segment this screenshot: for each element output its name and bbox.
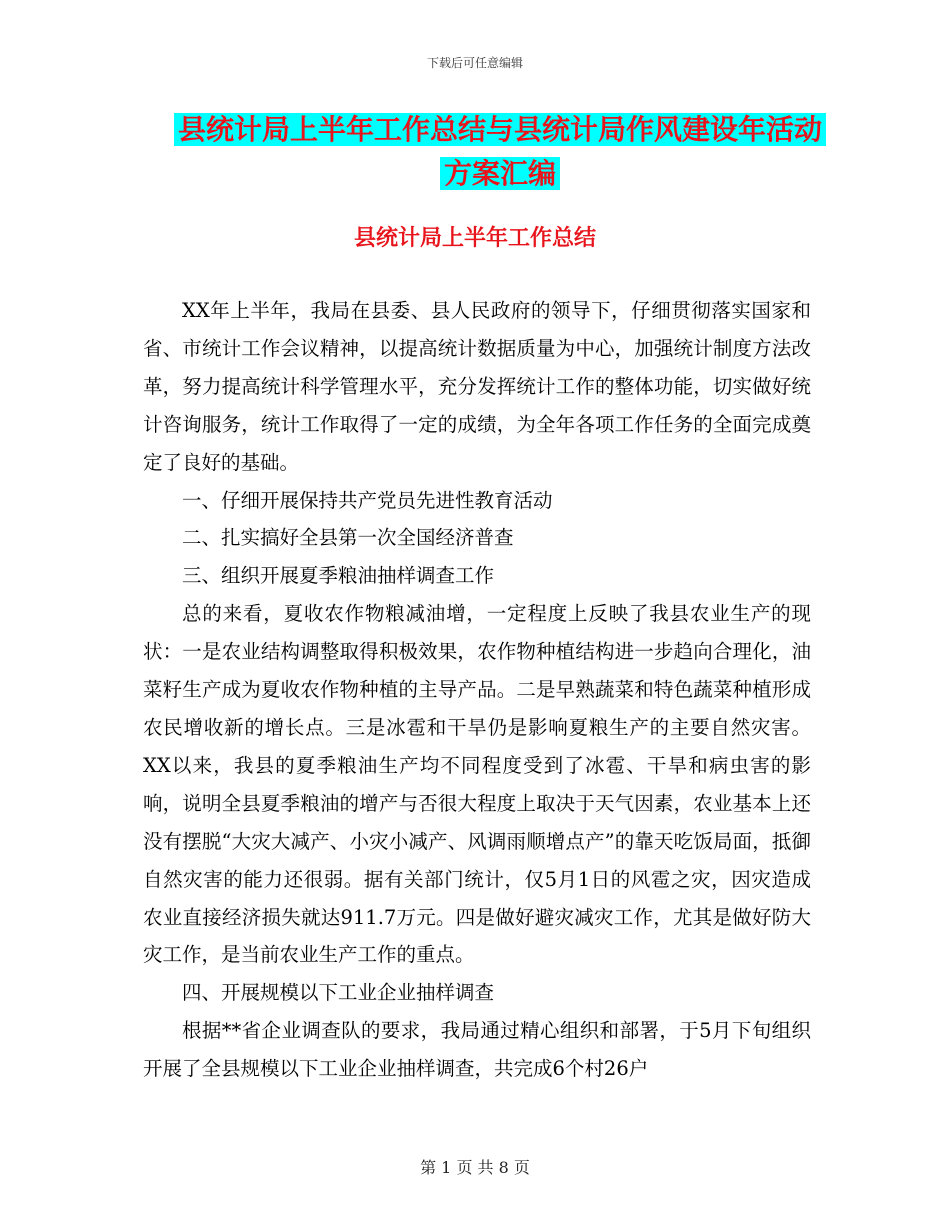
document-title-line-1: 县统计局上半年工作总结与县统计局作风建设年活动 [174,113,826,146]
document-title [140,108,860,196]
header-note: 下载后可任意编辑 [426,56,523,70]
paragraph-survey: 根据**省企业调查队的要求，我局通过精心组织和部署，于5月下旬组织开展了全县规模以下工业企业抽样调查，共完成6个村26户 [143,1019,811,1081]
paragraph-summary: 总的来看，夏收农作物粮减油增，一定程度上反映了我县农业生产的现状：一是农业结构调整取得积极效果，农作物种植结构进一步趋向合理化，油菜籽生产成为夏收农作物种植的主导产品。二是早熟蔬菜和特色蔬菜种植形成农民增收新的增长点。三是冰雹和干旱仍是影响夏粮生产的主要自然灾害。XX以来，我县的夏季粮油生产均不同程度受到了冰雹、干旱和病虫害的影响，说明全县夏季粮油的增产与否很大程度上取决于天气因素，农业基本上还没有摆脱“大灾大减产、小灾小减产、风调雨顺增点产”的靠天吃饭局面，抵御自然灾害的能力还很弱。据有关部门统计，仅5月1日的风雹之灾，因灾造成农业直接经济损失就达911.7万元。四是做好避灾减灾工作，尤其是做好防大灾工作，是当前农业生产工作的重点。 [143,602,811,967]
document-title-line-2: 方案汇编 [440,157,560,190]
heading-item-2: 二、扎实搞好全县第一次全国经济普查 [182,526,514,550]
paragraph-intro: XX年上半年，我局在县委、县人民政府的领导下，仔细贯彻落实国家和省、市统计工作会议精神，以提高统计数据质量为中心，加强统计制度方法改革，努力提高统计科学管理水平，充分发挥统计工作的整体功能，切实做好统计咨询服务，统计工作取得了一定的成绩，为全年各项工作任务的全面完成奠定了良好的基础。 [143,299,811,474]
document-body [143,292,811,1088]
section-title: 县统计局上半年工作总结 [353,226,596,251]
heading-item-3: 三、组织开展夏季粮油抽样调查工作 [182,564,495,588]
heading-item-4: 四、开展规模以下工业企业抽样调查 [182,981,495,1005]
heading-item-1: 一、仔细开展保持共产党员先进性教育活动 [182,488,553,512]
page-footer: 第 1 页 共 8 页 [420,1158,530,1177]
